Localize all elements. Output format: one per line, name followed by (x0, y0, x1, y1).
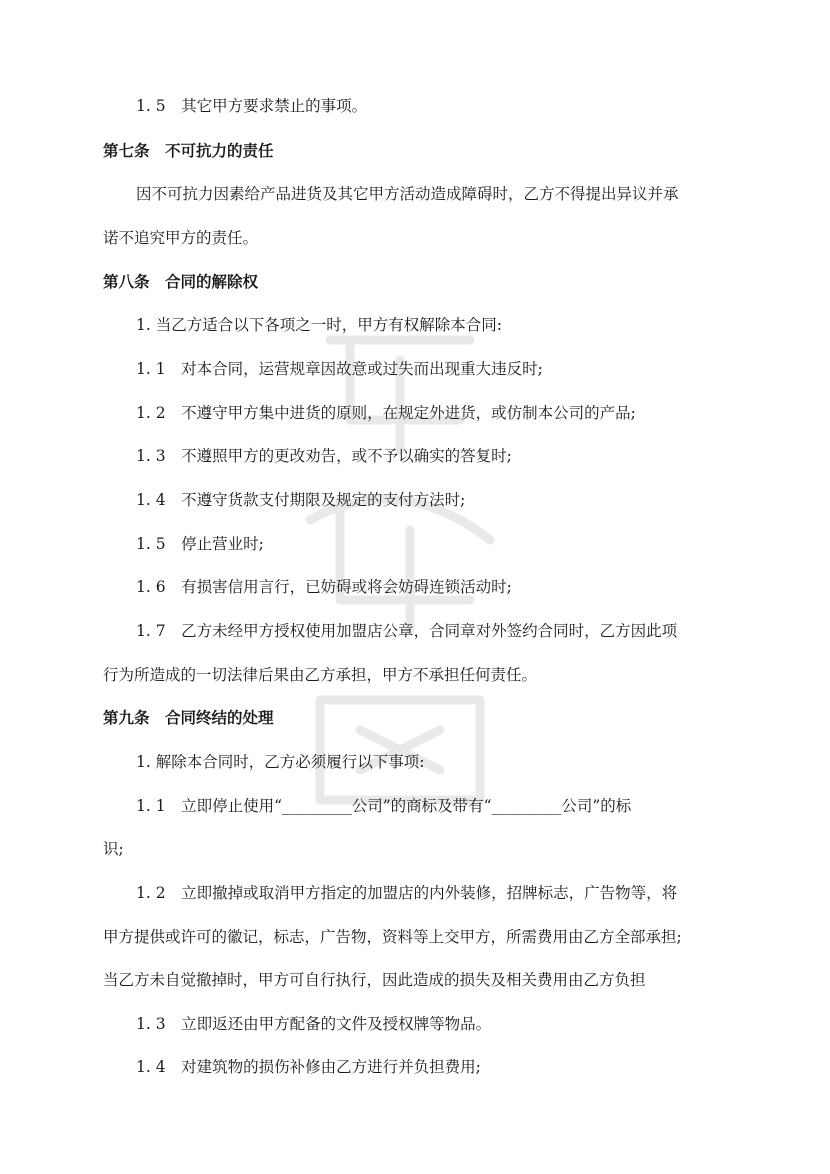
clause-line: 1. 当乙方适合以下各项之一时，甲方有权解除本合同: (136, 316, 502, 334)
section-heading-7: 第七条 不可抗力的责任 (103, 141, 274, 160)
clause-line: 1. 3 立即返还由甲方配备的文件及授权牌等物品。 (136, 1015, 492, 1033)
paragraph-line: 当乙方未自觉撤掉时，甲方可自行执行，因此造成的损失及相关费用由乙方负担 (103, 971, 646, 989)
clause-line: 1. 4 对建筑物的损伤补修由乙方进行并负担费用; (136, 1058, 481, 1076)
clause-line: 1. 4 不遵守货款支付期限及规定的支付方法时; (136, 491, 466, 509)
paragraph-line: 因不可抗力因素给产品进货及其它甲方活动造成障碍时，乙方不得提出异议并承 (136, 185, 679, 203)
section-heading-8: 第八条 合同的解除权 (103, 272, 259, 291)
paragraph-line: 行为所造成的一切法律后果由乙方承担，甲方不承担任何责任。 (103, 666, 538, 684)
paragraph-line: 诺不追究甲方的责任。 (103, 229, 259, 247)
section-heading-9: 第九条 合同终结的处理 (103, 708, 274, 727)
clause-line: 1. 3 不遵照甲方的更改劝告，或不予以确实的答复时; (136, 447, 512, 465)
clause-line: 1. 2 不遵守甲方集中进货的原则，在规定外进货，或仿制本公司的产品; (136, 404, 636, 422)
clause-line: 1. 1 对本合同，运营规章因故意或过失而出现重大违反时; (136, 360, 543, 378)
paragraph-line: 识; (103, 840, 124, 858)
clause-line: 1. 1 立即停止使用“_________公司”的商标及带有“_________公司”的标 (136, 797, 632, 815)
paragraph-line: 甲方提供或许可的徽记，标志，广告物，资料等上交甲方，所需费用由乙方全部承担; (103, 928, 682, 946)
clause-line: 1. 解除本合同时，乙方必须履行以下事项: (136, 753, 425, 771)
clause-line: 1. 5 其它甲方要求禁止的事项。 (136, 97, 368, 115)
clause-line: 1. 7 乙方未经甲方授权使用加盟店公章，合同章对外签约合同时，乙方因此项 (136, 622, 678, 640)
clause-line: 1. 6 有损害信用言行，已妨碍或将会妨碍连锁活动时; (136, 578, 512, 596)
clause-line: 1. 2 立即撤掉或取消甲方指定的加盟店的内外装修，招牌标志，广告物等，将 (136, 884, 678, 902)
clause-line: 1. 5 停止营业时; (136, 535, 264, 553)
